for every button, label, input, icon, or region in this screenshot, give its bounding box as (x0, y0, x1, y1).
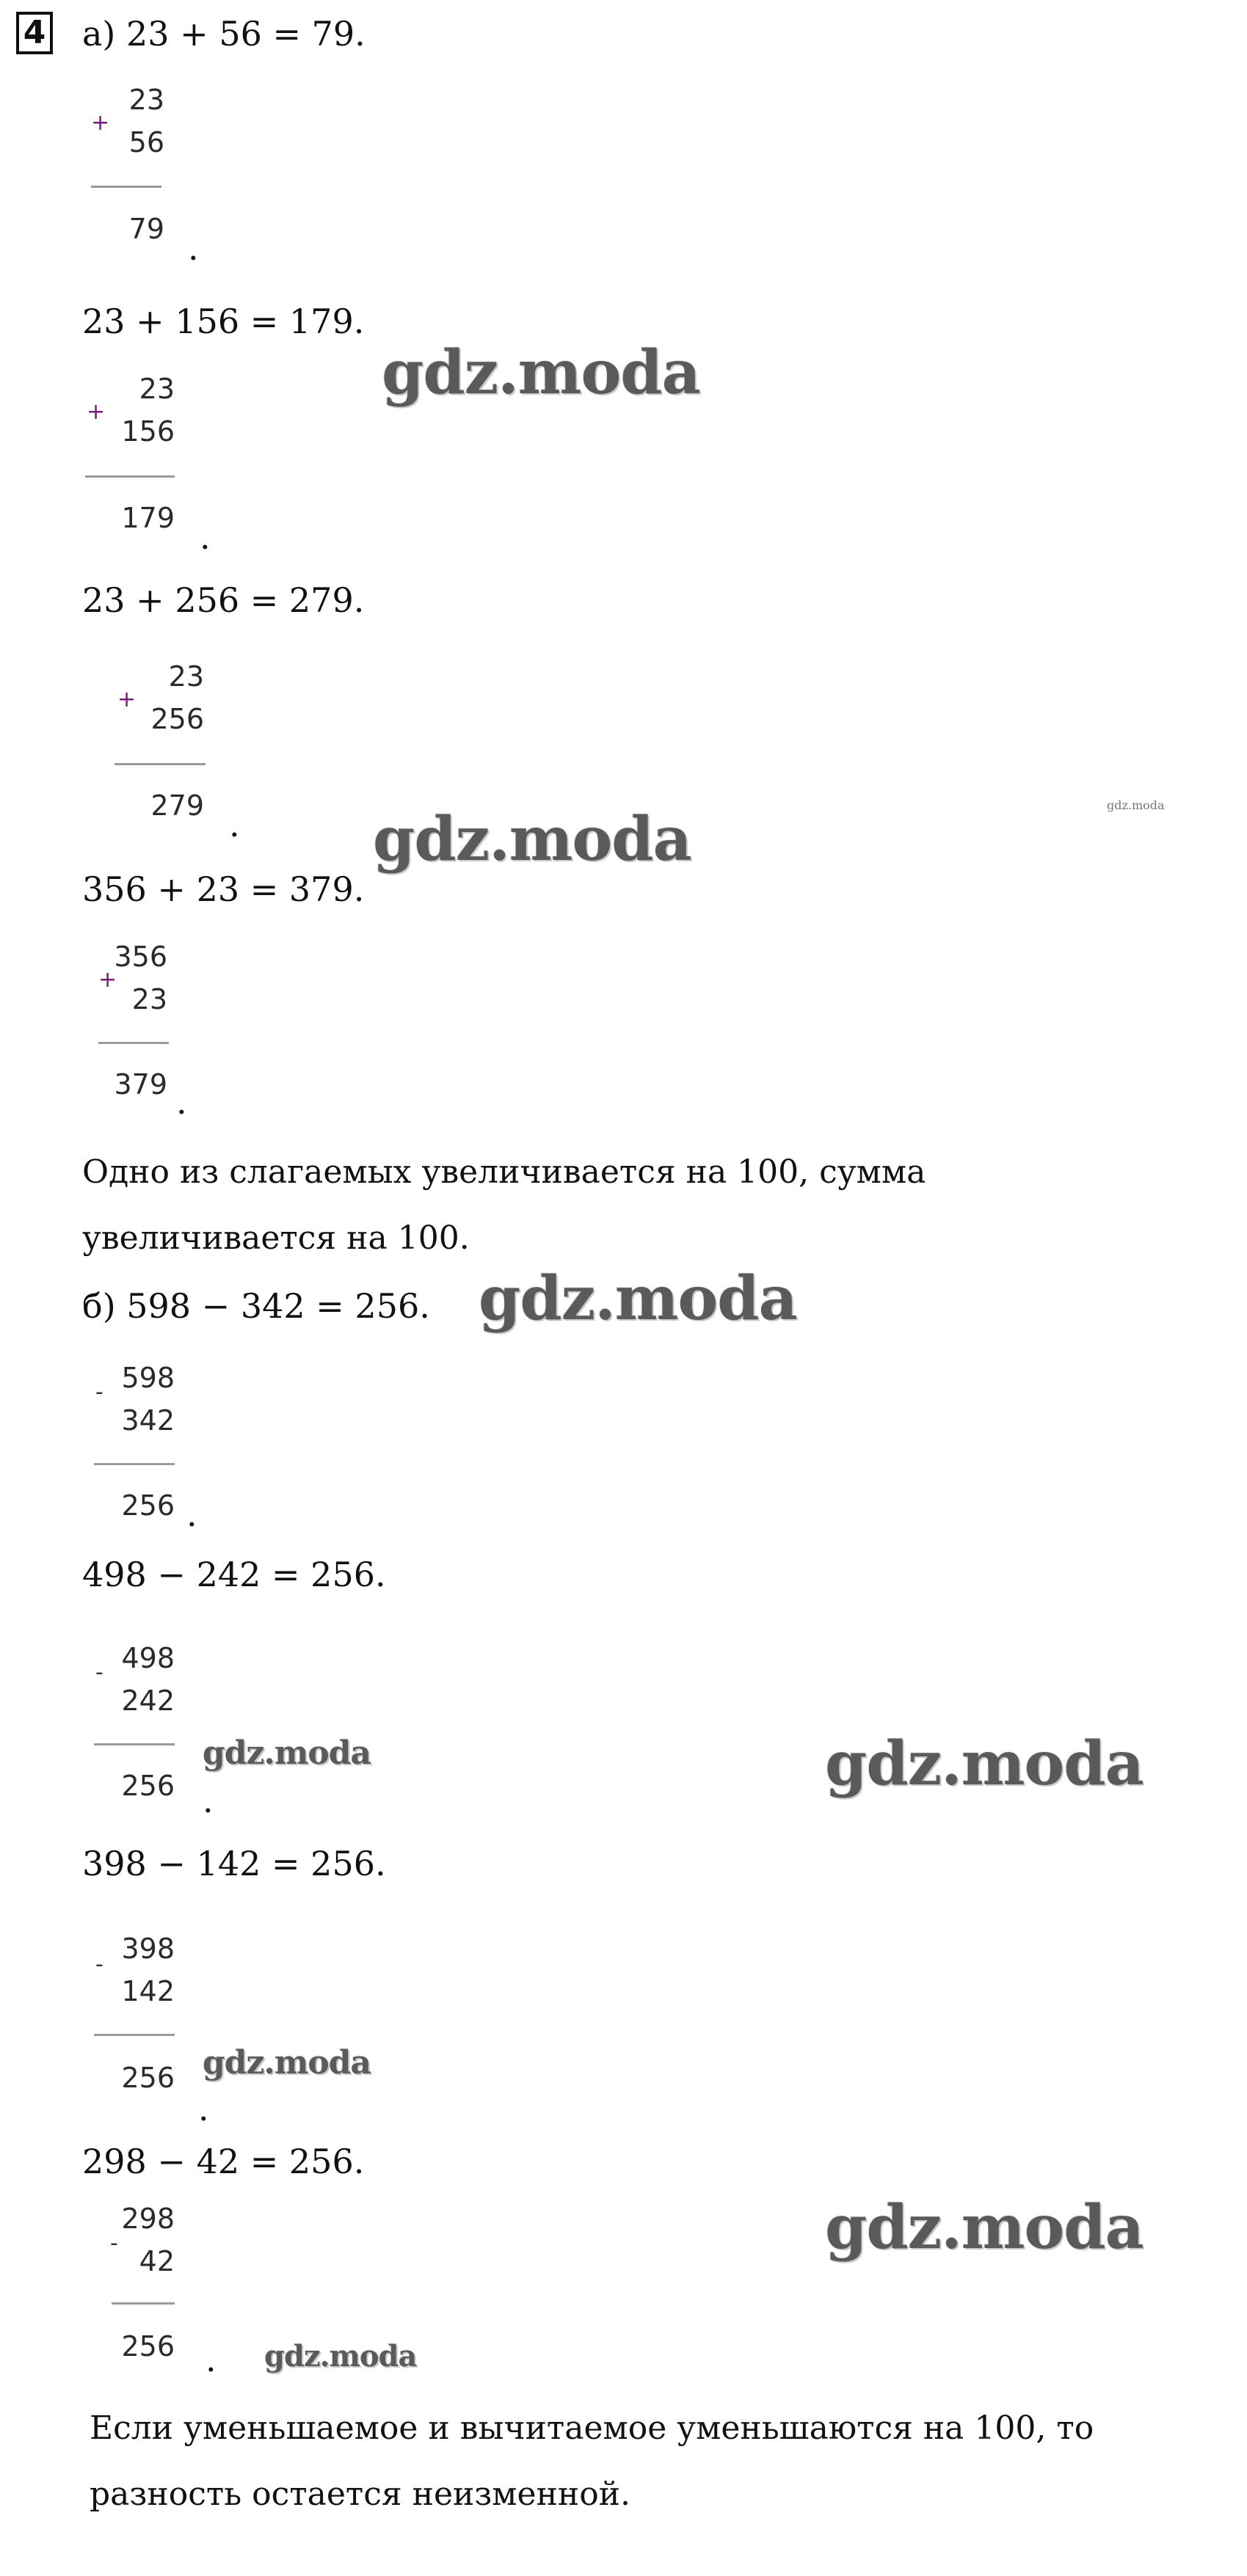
column-bottom: 142 (121, 1975, 175, 2007)
period: . (206, 2340, 217, 2379)
column-bottom: 56 (128, 126, 164, 158)
column-top: 298 (121, 2203, 175, 2235)
column-result: 256 (121, 2330, 175, 2362)
column-top: 356 (114, 941, 167, 973)
column-result: 256 (121, 1770, 175, 1802)
conclusion-a-line1: Одно из слагаемых увеличивается на 100, сумма (82, 1153, 926, 1191)
minus-sign: - (95, 1952, 103, 1977)
watermark: gdz.moda (203, 1734, 371, 1772)
column-line (98, 1042, 169, 1044)
column-bottom: 156 (121, 415, 175, 448)
watermark: gdz.moda (264, 2339, 417, 2374)
column-result: 179 (121, 502, 175, 534)
column-bottom: 256 (150, 703, 204, 735)
conclusion-a-line2: увеличивается на 100. (82, 1219, 470, 1257)
equation-b2: 498 − 242 = 256. (82, 1555, 386, 1594)
equation-a1: а) 23 + 56 = 79. (82, 14, 366, 54)
column-bottom: 42 (139, 2245, 175, 2277)
task-number-badge: 4 (16, 12, 53, 54)
watermark: gdz.moda (1107, 798, 1165, 812)
column-bottom: 242 (121, 1685, 175, 1717)
period: . (200, 517, 211, 557)
minus-sign: - (95, 1379, 103, 1405)
plus-sign: + (117, 687, 137, 712)
column-top: 498 (121, 1642, 175, 1674)
column-top: 23 (128, 84, 164, 116)
watermark: gdz.moda (373, 804, 691, 875)
minus-sign: - (110, 2230, 118, 2256)
period: . (203, 1781, 214, 1820)
column-top: 23 (168, 660, 204, 693)
plus-sign: + (91, 110, 110, 136)
period: . (176, 1082, 187, 1122)
column-result: 79 (128, 213, 164, 245)
equation-b1: б) 598 − 342 = 256. (82, 1286, 430, 1326)
plus-sign: + (87, 399, 106, 425)
column-line (94, 1463, 175, 1465)
column-line (85, 475, 175, 478)
watermark: gdz.moda (479, 1263, 797, 1334)
column-line (112, 2302, 175, 2305)
period: . (188, 228, 199, 268)
conclusion-b-line2: разность остается неизменной. (90, 2475, 631, 2513)
column-top: 23 (139, 373, 175, 405)
conclusion-b-line1: Если уменьшаемое и вычитаемое уменьшаются на 100, то (90, 2409, 1094, 2447)
period: . (186, 1495, 197, 1534)
equation-a4: 356 + 23 = 379. (82, 869, 365, 909)
plus-sign: + (98, 967, 117, 993)
column-result: 256 (121, 1489, 175, 1522)
period: . (198, 2089, 209, 2128)
equation-b4: 298 − 42 = 256. (82, 2142, 365, 2181)
watermark: gdz.moda (825, 1729, 1144, 1799)
column-line (94, 1743, 175, 1745)
equation-b3: 398 − 142 = 256. (82, 1844, 386, 1883)
equation-a2: 23 + 156 = 179. (82, 302, 365, 341)
column-line (94, 2034, 175, 2036)
column-bottom: 342 (121, 1404, 175, 1437)
minus-sign: - (95, 1660, 103, 1685)
column-top: 398 (121, 1933, 175, 1965)
watermark: gdz.moda (382, 337, 700, 408)
column-line (91, 186, 161, 188)
period: . (229, 805, 240, 844)
column-line (114, 763, 206, 765)
column-result: 279 (150, 789, 204, 822)
column-top: 598 (121, 1362, 175, 1394)
watermark: gdz.moda (825, 2192, 1144, 2263)
column-result: 256 (121, 2062, 175, 2094)
equation-a3: 23 + 256 = 279. (82, 580, 365, 620)
watermark: gdz.moda (203, 2044, 371, 2081)
column-bottom: 23 (131, 983, 167, 1015)
column-result: 379 (114, 1068, 167, 1101)
